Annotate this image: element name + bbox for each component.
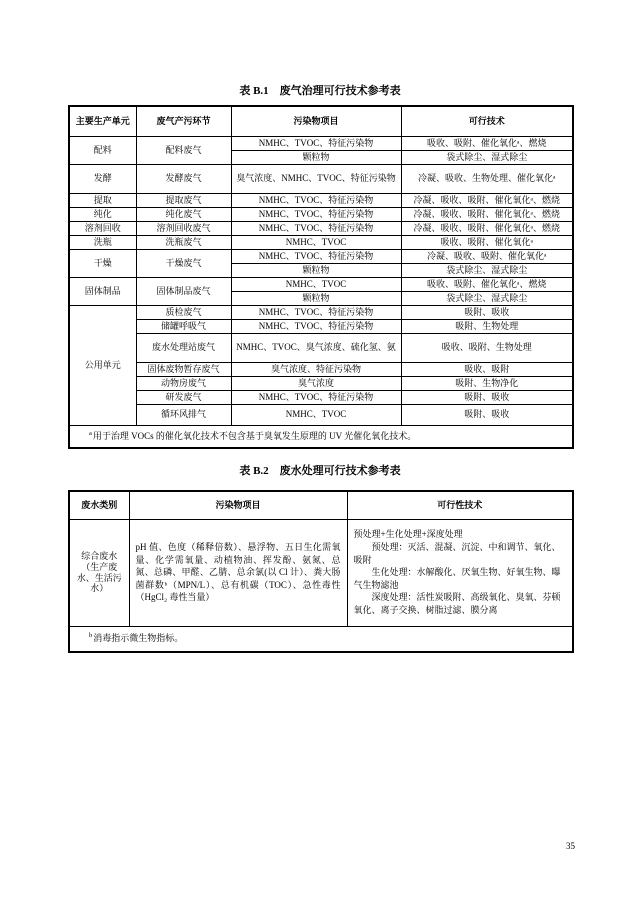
cell-technology: 吸收、吸附、催化氧化ᵃ、燃烧 xyxy=(401,277,573,291)
table-b2-header-row xyxy=(69,491,573,519)
cell-pollutants: NMHC、TVOC xyxy=(231,277,401,291)
table-row xyxy=(69,277,573,291)
tech-advanced-line: 深度处理：活性炭吸附、高级氧化、臭氧、芬顿氧化、离子交换、树脂过滤、膜分离 xyxy=(353,592,561,615)
cell-gas-source: 固体废物暂存废气 xyxy=(136,362,231,376)
cell-gas-source: 循环风排气 xyxy=(136,404,231,425)
cell-pollutants: NMHC、TVOC、特征污染物 xyxy=(231,319,401,333)
table-row xyxy=(69,362,573,376)
tech-pretreatment-line: 预处理：灭活、混凝、沉淀、中和调节、氧化、吸附 xyxy=(353,542,561,565)
cell-pollutants: NMHC、TVOC、臭气浓度、硫化氢、氨 xyxy=(231,333,401,362)
cell-technology: 袋式除尘、湿式除尘 xyxy=(401,263,573,277)
cell-pollutants: NMHC、TVOC、特征污染物 xyxy=(231,207,401,221)
cell-production-unit: 发酵 xyxy=(69,164,136,193)
cell-gas-source: 质检废气 xyxy=(136,305,231,319)
cell-pollutants: 颗粒物 xyxy=(231,263,401,277)
cell-pollutants: NMHC、TVOC、特征污染物 xyxy=(231,221,401,235)
cell-technology: 吸收、吸附、催化氧化ᵃ xyxy=(401,235,573,249)
cell-gas-source: 储罐呼吸气 xyxy=(136,319,231,333)
cell-pollutants: NMHC、TVOC、特征污染物 xyxy=(231,193,401,207)
cell-technology: 吸收、吸附 xyxy=(401,362,573,376)
cell-technology: 吸附、吸收 xyxy=(401,305,573,319)
cell-wastewater-pollutants: pH 值、色度（稀释倍数）、悬浮物、五日生化需氧量、化学需氧量、动植物油、挥发酚、氨氮、总氮、总磷、甲醛、乙腈、总余氯(以 Cl 计）、粪大肠菌群数ᵇ（MPN/L）、总有机碳（TOC）、急性毒性（HgCl₂ 毒性当量） xyxy=(129,519,347,626)
page-number: 35 xyxy=(566,841,575,851)
cell-pollutants: NMHC、TVOC、特征污染物 xyxy=(231,249,401,263)
cell-technology: 袋式除尘、湿式除尘 xyxy=(401,291,573,305)
header-technology: 可行技术 xyxy=(401,106,573,136)
table-b2-title: 表 B.2 废水处理可行技术参考表 xyxy=(239,465,401,477)
cell-wastewater-category: 综合废水（生产废水、生活污水） xyxy=(69,519,129,626)
table-row xyxy=(69,164,573,193)
tech-biochemical-line: 生化处理：水解酸化、厌氧生物、好氧生物、曝气生物滤池 xyxy=(353,567,561,590)
cell-gas-source: 洗瓶废气 xyxy=(136,235,231,249)
header-production-unit: 主要生产单元 xyxy=(69,106,136,136)
cell-technology: 冷凝、吸收、吸附、催化氧化ᵃ、燃烧 xyxy=(401,207,573,221)
header-feasible-technology: 可行性技术 xyxy=(347,491,573,519)
cell-gas-source: 纯化废气 xyxy=(136,207,231,221)
cell-production-unit: 固体制品 xyxy=(69,277,136,305)
cell-gas-source: 干燥废气 xyxy=(136,249,231,277)
cell-technology: 吸附、吸收 xyxy=(401,404,573,425)
cell-pollutants: 颗粒物 xyxy=(231,291,401,305)
tech-overview-line: 预处理+生化处理+深度处理 xyxy=(353,529,463,540)
cell-pollutants: NMHC、TVOC、特征污染物 xyxy=(231,136,401,150)
footnote-marker: b xyxy=(89,631,93,639)
table-row xyxy=(69,519,573,626)
cell-pollutants: NMHC、TVOC xyxy=(231,235,401,249)
cell-gas-source: 溶剂回收废气 xyxy=(136,221,231,235)
table-row xyxy=(69,249,573,263)
cell-pollutants: 臭气浓度 xyxy=(231,376,401,390)
cell-pollutants: 颗粒物 xyxy=(231,150,401,164)
table-row xyxy=(69,404,573,425)
cell-gas-source: 固体制品废气 xyxy=(136,277,231,305)
table-row xyxy=(69,376,573,390)
cell-pollutants: NMHC、TVOC、特征污染物 xyxy=(231,305,401,319)
table-b1-footnote xyxy=(69,425,573,448)
cell-pollutants: NMHC、TVOC xyxy=(231,404,401,425)
table-row xyxy=(69,207,573,221)
cell-gas-source: 配料废气 xyxy=(136,136,231,164)
cell-gas-source: 动物房废气 xyxy=(136,376,231,390)
header-pollutants: 污染物项目 xyxy=(231,106,401,136)
cell-gas-source: 研发废气 xyxy=(136,390,231,404)
table-row xyxy=(69,305,573,319)
table-b1-title: 表 B.1 废气治理可行技术参考表 xyxy=(239,85,401,97)
cell-production-unit: 提取 xyxy=(69,193,136,207)
table-b1-footnote-row xyxy=(69,425,573,448)
cell-production-unit: 洗瓶 xyxy=(69,235,136,249)
cell-pollutants: 臭气浓度、特征污染物 xyxy=(231,362,401,376)
cell-pollutants: 臭气浓度、NMHC、TVOC、特征污染物 xyxy=(231,164,401,193)
cell-technology: 袋式除尘、湿式除尘 xyxy=(401,150,573,164)
waste-gas-table xyxy=(68,105,574,449)
cell-production-unit: 溶剂回收 xyxy=(69,221,136,235)
cell-technology: 冷凝、吸收、吸附、催化氧化ᵃ、燃烧 xyxy=(401,221,573,235)
cell-gas-source: 发酵废气 xyxy=(136,164,231,193)
cell-production-unit: 纯化 xyxy=(69,207,136,221)
cell-technology: 吸附、生物净化 xyxy=(401,376,573,390)
table-row xyxy=(69,235,573,249)
table-b2-footnote-row xyxy=(69,626,573,652)
footnote-text: 用于治理 VOCs 的催化氧化技术不包含基于臭氧发生原理的 UV 光催化氧化技术。 xyxy=(92,430,417,441)
table-row xyxy=(69,136,573,150)
table-row xyxy=(69,333,573,362)
cell-gas-source: 废水处理站废气 xyxy=(136,333,231,362)
cell-gas-source: 提取废气 xyxy=(136,193,231,207)
cell-technology: 冷凝、吸收、吸附、催化氧化ᵃ、燃烧 xyxy=(401,193,573,207)
cell-production-unit: 公用单元 xyxy=(69,305,136,425)
footnote-text: 消毒指示微生物指标。 xyxy=(93,632,184,643)
cell-wastewater-technology xyxy=(347,519,573,626)
cell-production-unit: 配料 xyxy=(69,136,136,164)
table-b2-footnote xyxy=(69,626,573,652)
table-row xyxy=(69,319,573,333)
table-row xyxy=(69,193,573,207)
cell-production-unit: 干燥 xyxy=(69,249,136,277)
wastewater-table xyxy=(68,490,574,653)
header-gas-source: 废气产污环节 xyxy=(136,106,231,136)
cell-technology: 吸收、吸附、生物处理 xyxy=(401,333,573,362)
table-row xyxy=(69,390,573,404)
cell-technology: 吸附、吸收 xyxy=(401,390,573,404)
cell-technology: 吸附、生物处理 xyxy=(401,319,573,333)
cell-technology: 吸收、吸附、催化氧化ᵃ、燃烧 xyxy=(401,136,573,150)
header-pollutants: 污染物项目 xyxy=(129,491,347,519)
header-wastewater-category: 废水类别 xyxy=(69,491,129,519)
cell-pollutants: NMHC、TVOC、特征污染物 xyxy=(231,390,401,404)
table-row xyxy=(69,221,573,235)
cell-technology: 冷凝、吸收、吸附、催化氧化ᵃ xyxy=(401,249,573,263)
footnote-marker: a xyxy=(89,429,92,437)
cell-technology: 冷凝、吸收、生物处理、催化氧化ᵃ xyxy=(401,164,573,193)
table-b1-header-row xyxy=(69,106,573,136)
